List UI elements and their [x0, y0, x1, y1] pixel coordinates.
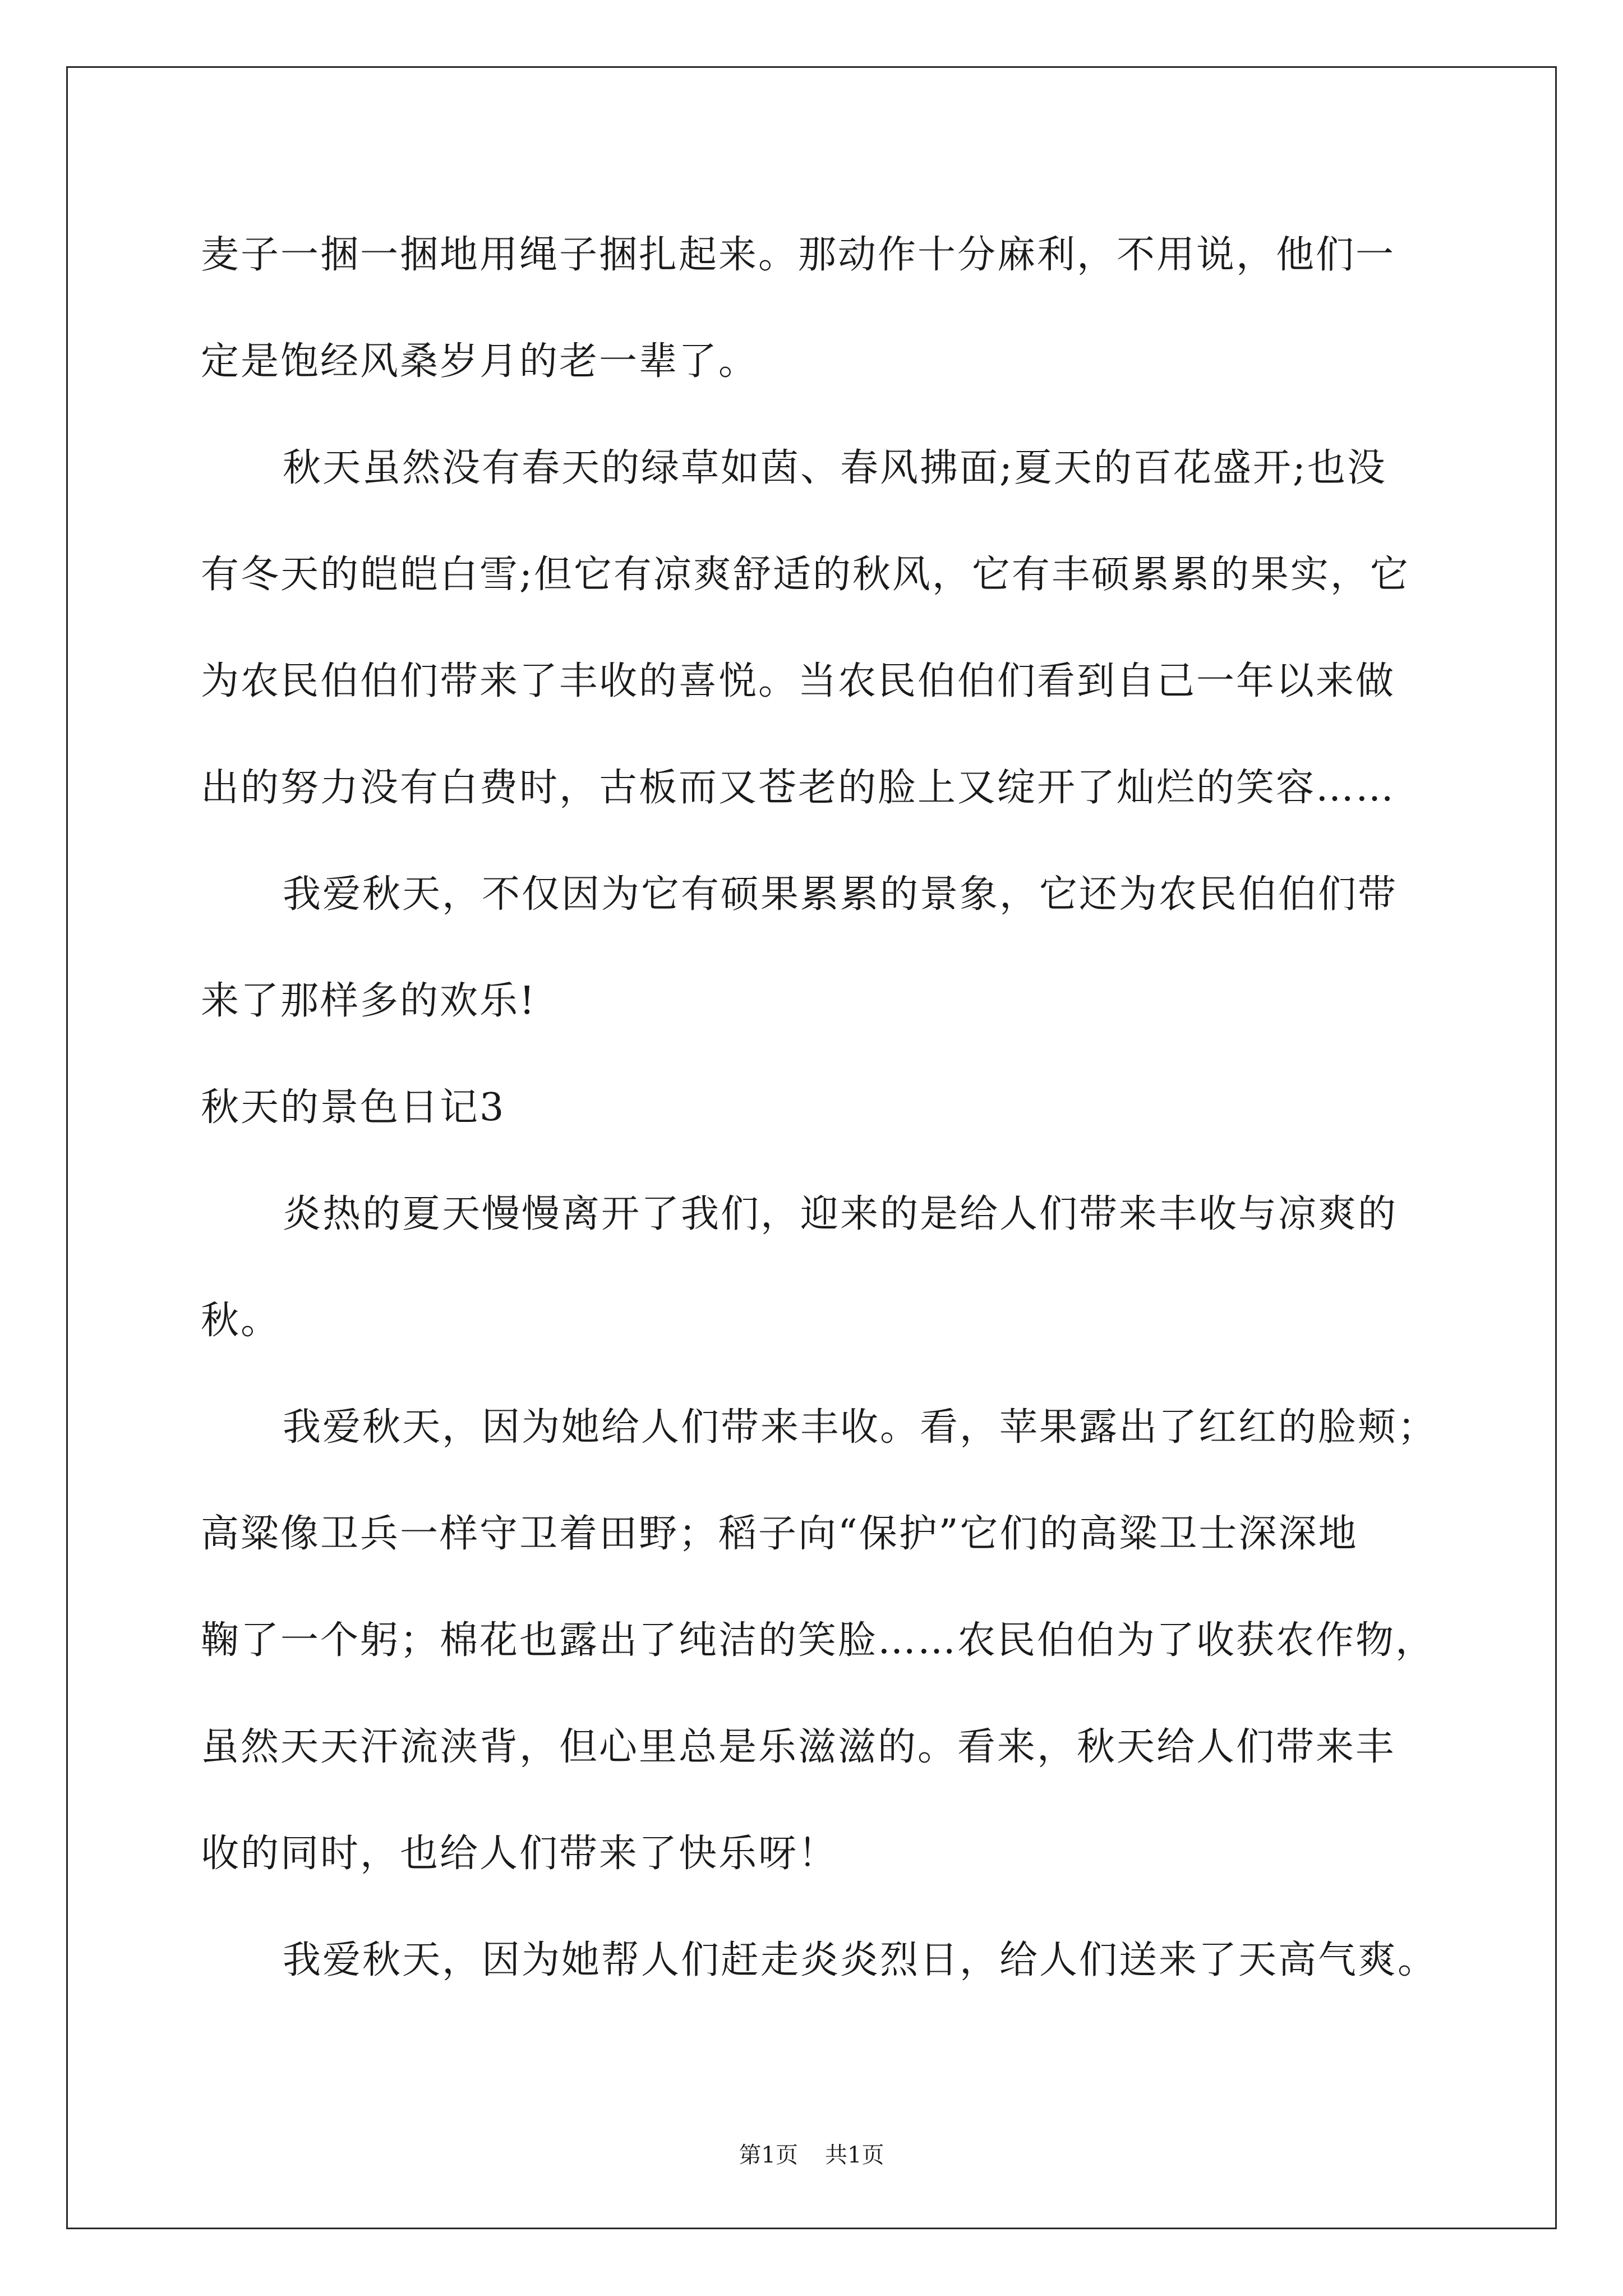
- text-line: 来了那样多的欢乐!: [201, 979, 537, 1023]
- total-pages: 共1页: [825, 2142, 884, 2168]
- document-body: [201, 202, 1438, 2014]
- text-line: 为农民伯伯们带来了丰收的喜悦。当农民伯伯们看到自己一年以来做: [201, 659, 1396, 703]
- page-number: 第1页: [739, 2142, 798, 2168]
- text-line: 虽然天天汗流浃背，但心里总是乐滋滋的。看来，秋天给人们带来丰: [201, 1725, 1396, 1769]
- text-line: 秋天虽然没有春天的绿草如茵、春风拂面;夏天的百花盛开;也没: [283, 446, 1387, 490]
- text-line: 收的同时，也给人们带来了快乐呀！: [201, 1832, 838, 1876]
- text-line: 定是饱经风桑岁月的老一辈了。: [201, 339, 759, 384]
- text-line: 我爱秋天，因为她帮人们赶走炎炎烈日，给人们送来了天高气爽。: [283, 1938, 1438, 1982]
- text-line: 炎热的夏天慢慢离开了我们，迎来的是给人们带来丰收与凉爽的: [283, 1192, 1398, 1236]
- text-line: 我爱秋天，不仅因为它有硕果累累的景象，它还为农民伯伯们带: [283, 872, 1398, 917]
- text-line: 有冬天的皑皑白雪;但它有凉爽舒适的秋风，它有丰硕累累的果实，它: [201, 553, 1410, 597]
- page-footer: [0, 2137, 1623, 2169]
- text-line: 高粱像卫兵一样守卫着田野；稻子向“保护”它们的高粱卫士深深地: [201, 1512, 1358, 1556]
- text-line: 秋。: [201, 1299, 281, 1343]
- text-line: 鞠了一个躬；棉花也露出了纯洁的笑脸……农民伯伯为了收获农作物，: [201, 1618, 1436, 1663]
- text-line: 我爱秋天，因为她给人们带来丰收。看，苹果露出了红红的脸颊；: [283, 1405, 1438, 1450]
- text-line: 麦子一捆一捆地用绳子捆扎起来。那动作十分麻利，不用说，他们一: [201, 233, 1396, 277]
- section-heading: 秋天的景色日记3: [201, 1085, 506, 1130]
- text-line: 出的努力没有白费时，古板而又苍老的脸上又绽开了灿烂的笑容……: [201, 766, 1396, 810]
